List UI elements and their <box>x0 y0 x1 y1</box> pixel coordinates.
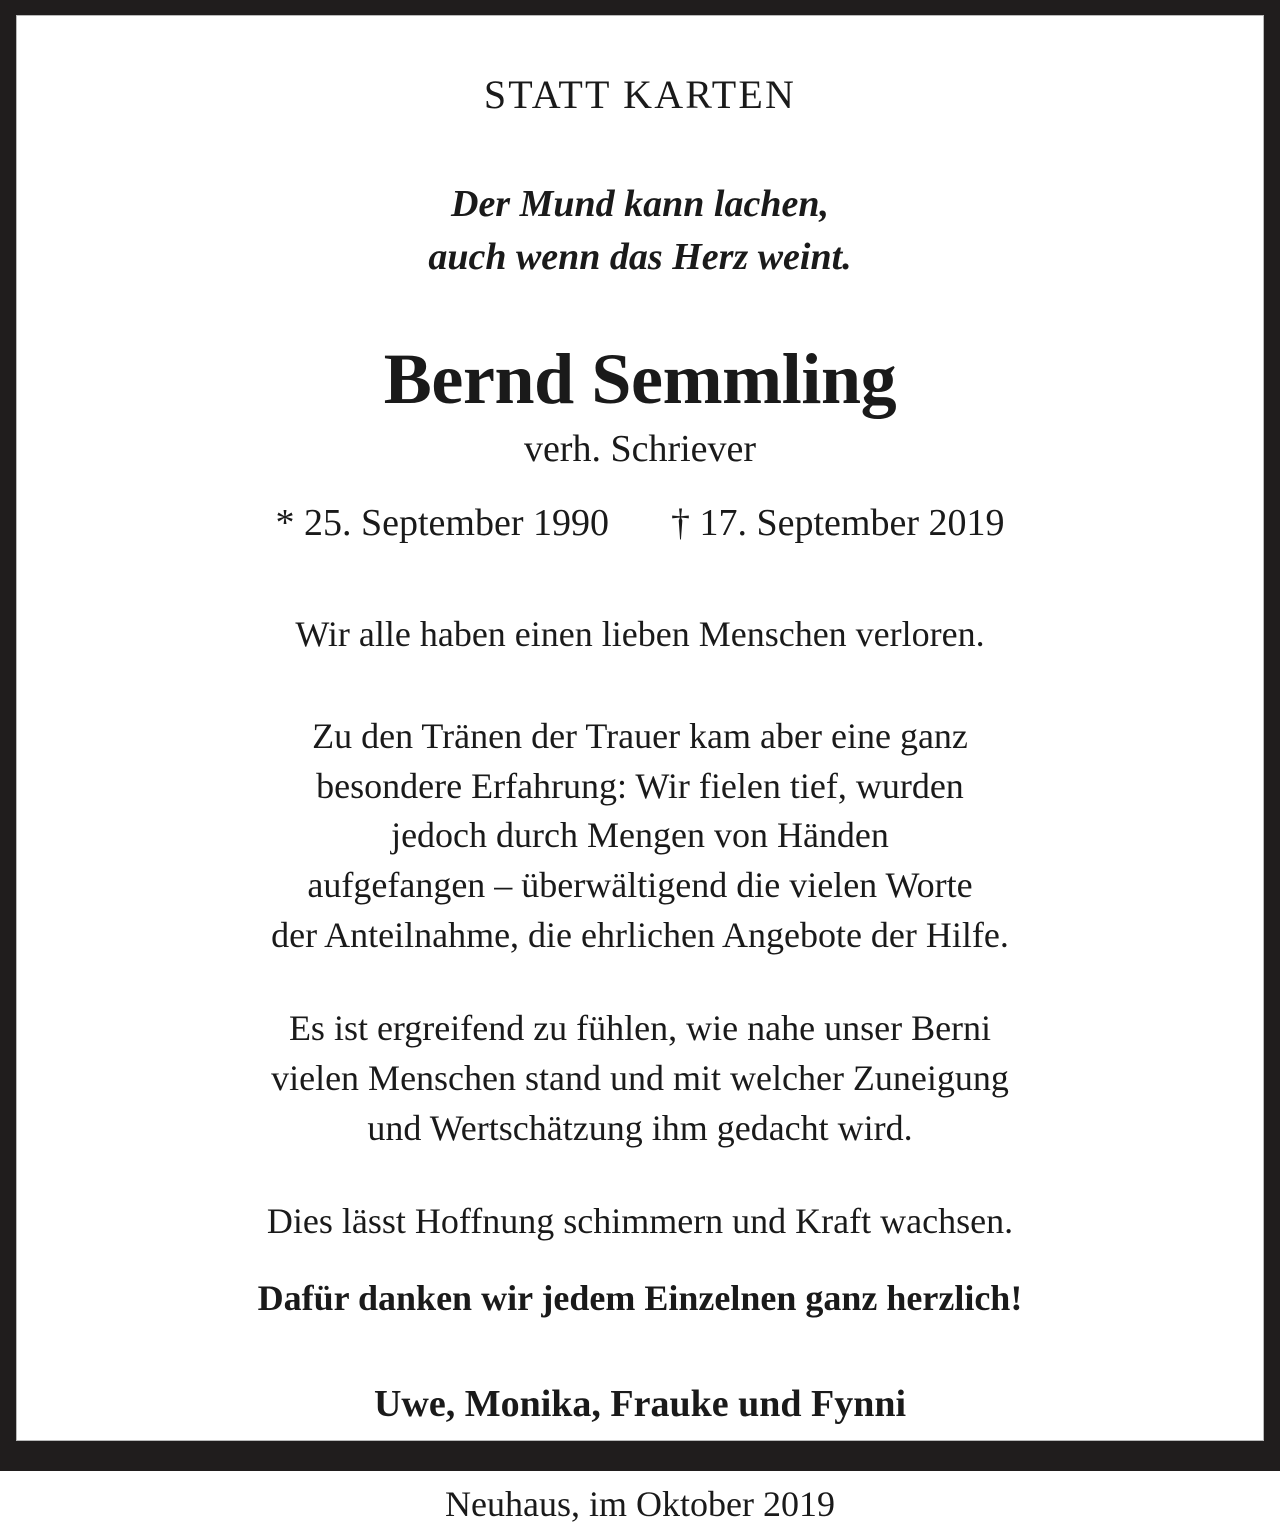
paragraph-intro-line-1: Wir alle haben einen lieben Menschen verloren. <box>295 614 985 655</box>
birth-date: * 25. September 1990 <box>275 501 609 544</box>
paragraph-middle-line-3: jedoch durch Mengen von Händen <box>391 815 889 856</box>
epitaph-line-2: auch wenn das Herz weint. <box>428 235 852 278</box>
signatories: Uwe, Monika, Frauke und Fynni <box>373 1382 907 1425</box>
thanks-statement: Dafür danken wir jedem Einzelnen ganz herzlich! <box>257 1278 1023 1319</box>
obituary-notice <box>16 15 1264 1525</box>
statt-karten-kicker: STATT KARTEN <box>483 72 797 117</box>
paragraph-middle-line-4: aufgefangen – überwältigend die vielen Worte <box>307 864 973 905</box>
paragraph-intro <box>295 610 984 660</box>
deceased-maiden-name: verh. Schriever <box>523 427 757 470</box>
paragraph-hope <box>267 1197 1013 1247</box>
epitaph-quote <box>428 178 851 283</box>
epitaph-line-1: Der Mund kann lachen, <box>451 183 829 226</box>
paragraph-third-line-2: vielen Menschen stand und mit welcher Zuneigung <box>271 1058 1009 1098</box>
death-date: † 17. September 2019 <box>671 501 1005 544</box>
life-dates <box>275 503 1004 545</box>
place-and-date: Neuhaus, im Oktober 2019 <box>445 1484 835 1525</box>
paragraph-middle-line-5: der Anteilnahme, die ehrlichen Angebote der Hilfe. <box>271 914 1009 955</box>
paragraph-third-line-1: Es ist ergreifend zu fühlen, wie nahe unser Berni <box>288 1008 992 1049</box>
paragraph-third <box>271 1004 1009 1153</box>
paragraph-hope-line-1: Dies lässt Hoffnung schimmern und Kraft wachsen. <box>266 1201 1014 1242</box>
paragraph-middle-line-1: Zu den Tränen der Trauer kam aber eine ganz <box>312 715 968 756</box>
paragraph-middle <box>271 712 1009 960</box>
paragraph-middle-line-2: besondere Erfahrung: Wir fielen tief, wurden <box>316 765 964 806</box>
deceased-name: Bernd Semmling <box>383 339 897 420</box>
paragraph-third-line-3: und Wertschätzung ihm gedacht wird. <box>367 1107 913 1148</box>
